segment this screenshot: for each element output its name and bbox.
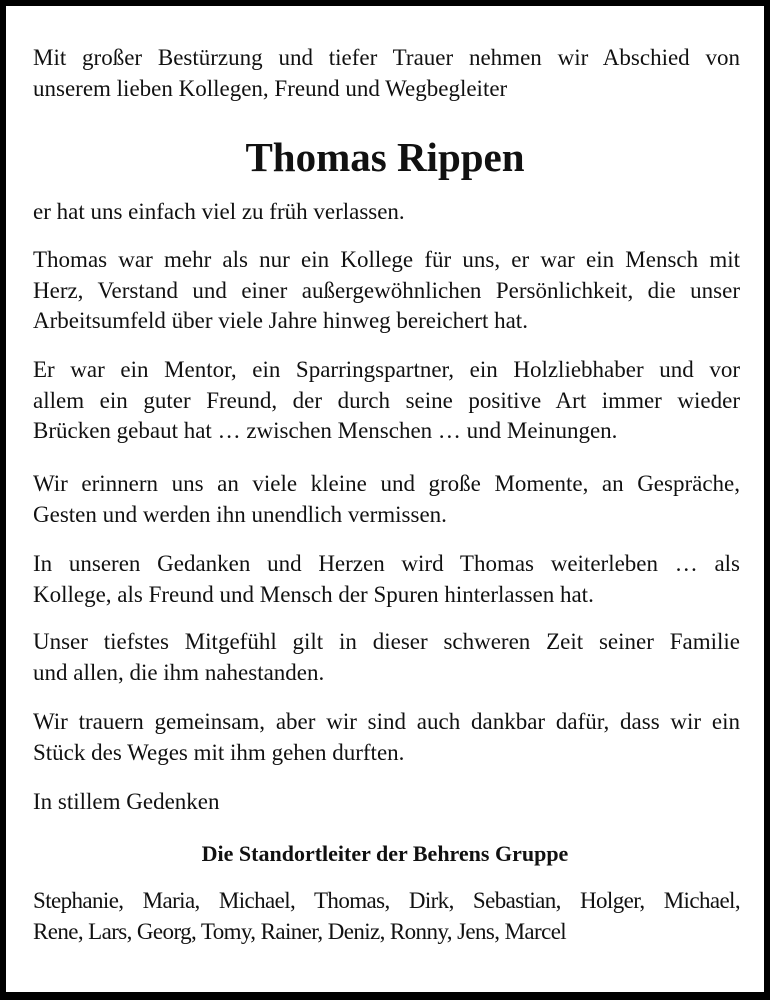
names-list	[33, 886, 740, 947]
intro-text	[33, 43, 740, 104]
paragraph-line: und allen, die ihm nahestanden.	[33, 659, 325, 685]
paragraph-line: Wir erinnern uns an viele kleine und große Momente, an Gespräche,	[33, 471, 740, 496]
paragraph-1	[33, 245, 740, 337]
paragraph-3	[33, 469, 740, 530]
paragraph-line: Arbeitsumfeld über viele Jahre hinweg bereichert hat.	[33, 308, 528, 333]
paragraph-line: Brücken gebaut hat … zwischen Menschen … und Meinungen.	[33, 418, 618, 443]
paragraph-line: Wir trauern gemeinsam, aber wir sind auch dankbar dafür, dass wir ein	[33, 709, 740, 734]
paragraph-4	[33, 549, 740, 610]
paragraph-line: Stück des Weges mit ihm gehen durften.	[33, 739, 405, 765]
closing	[33, 787, 740, 818]
subline	[33, 197, 740, 228]
deceased-name: Thomas Rippen	[245, 134, 525, 180]
subline-text: er hat uns einfach viel zu früh verlassen.	[33, 199, 405, 224]
paragraph-line: Kollege, als Freund und Mensch der Spuren hinterlassen hat.	[33, 581, 594, 607]
paragraph-line: Gesten und werden ihn unendlich vermissen.	[33, 501, 447, 527]
paragraph-line: Unser tiefstes Mitgefühl gilt in dieser schweren Zeit seiner Familie	[33, 629, 740, 654]
names-line: Stephanie, Maria, Michael, Thomas, Dirk, Sebastian, Holger, Michael,	[33, 888, 740, 913]
signature: Die Standortleiter der Behrens Gruppe	[201, 841, 569, 866]
paragraph-line: allem ein guter Freund, der durch seine positive Art immer wieder	[33, 387, 740, 413]
paragraph-line: Thomas war mehr als nur ein Kollege für uns, er war ein Mensch mit	[33, 247, 740, 272]
intro-line: Mit großer Bestürzung und tiefer Trauer nehmen wir Abschied von	[33, 45, 740, 70]
names-line: Rene, Lars, Georg, Tomy, Rainer, Deniz, Ronny, Jens, Marcel	[33, 918, 567, 944]
paragraph-6	[33, 707, 740, 768]
paragraph-line: In unseren Gedanken und Herzen wird Thomas weiterleben … als	[33, 551, 740, 576]
intro-line: unserem lieben Kollegen, Freund und Wegbegleiter	[33, 75, 508, 101]
paragraph-5	[33, 627, 740, 688]
paragraph-line: Er war ein Mentor, ein Sparringspartner, ein Holzliebhaber und vor	[33, 357, 740, 382]
paragraph-2	[33, 355, 740, 447]
paragraph-line: Herz, Verstand und einer außergewöhnlichen Persönlichkeit, die unser	[33, 277, 740, 303]
closing-text: In stillem Gedenken	[33, 789, 220, 814]
